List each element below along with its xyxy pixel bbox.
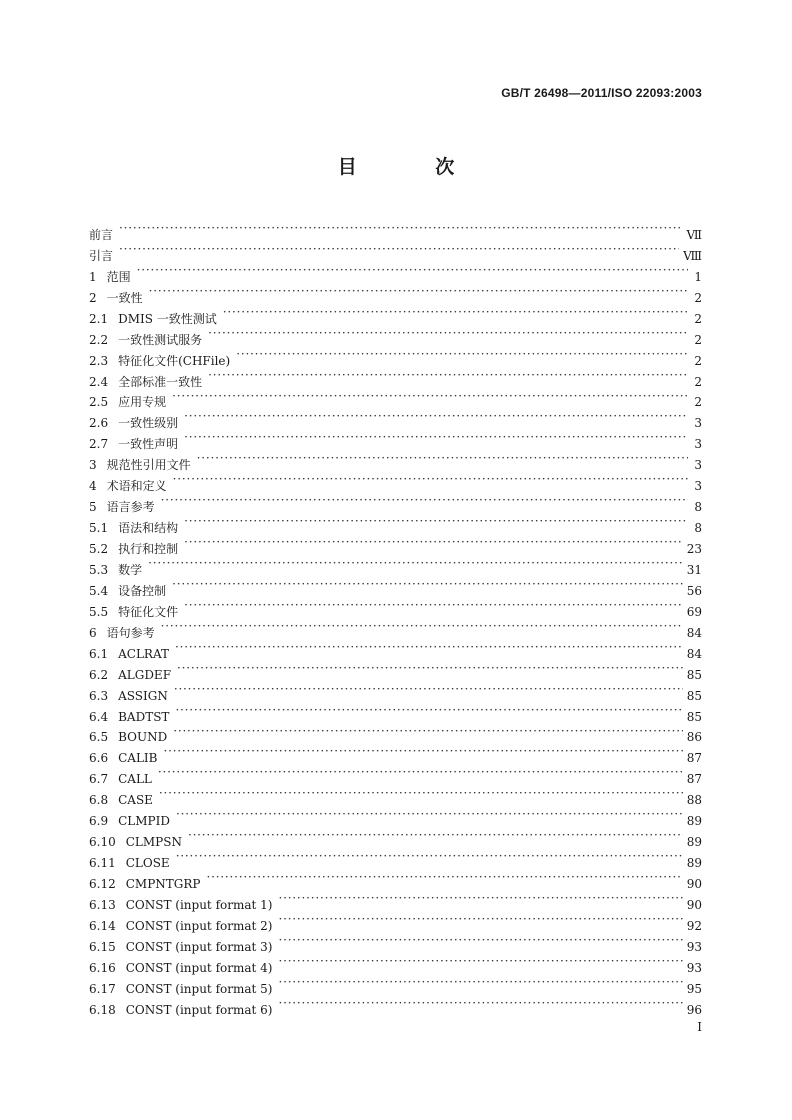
toc-entry-number: 2.1	[89, 311, 109, 326]
toc-entry[interactable]	[89, 260, 702, 284]
toc-dot-leader	[173, 721, 683, 742]
toc-dot-leader	[236, 344, 688, 365]
toc-entry-label: 规范性引用文件	[106, 458, 191, 473]
toc-dot-leader	[159, 783, 683, 804]
toc-entry-number: 6.1	[89, 646, 109, 661]
toc-entry-page: 3	[694, 437, 702, 452]
toc-dot-leader	[278, 888, 682, 909]
toc-entry-page: 90	[686, 897, 702, 912]
toc-entry-page: 96	[686, 1002, 702, 1017]
toc-entry-page: 95	[686, 981, 702, 996]
toc-entry-page: 3	[694, 458, 702, 473]
toc-dot-leader	[184, 595, 683, 616]
table-of-contents	[89, 218, 702, 1017]
toc-entry-number: 6.13	[89, 897, 116, 912]
toc-entry-page: 3	[694, 416, 702, 431]
toc-entry-page: 2	[694, 374, 702, 389]
toc-entry-number: 2	[89, 290, 97, 305]
toc-dot-leader	[223, 302, 688, 323]
toc-entry-number: 2.7	[89, 437, 109, 452]
toc-entry-page: 84	[686, 625, 702, 640]
toc-entry-number: 5.1	[89, 521, 109, 536]
toc-dot-leader	[173, 469, 688, 490]
toc-entry-page: 1	[694, 269, 702, 284]
toc-dot-leader	[163, 741, 682, 762]
toc-entry-page: 93	[686, 960, 702, 975]
toc-entry-label: 前言	[89, 227, 114, 242]
toc-entry-number: 6.12	[89, 877, 116, 891]
toc-entry[interactable]	[89, 721, 702, 745]
toc-dot-leader	[184, 406, 688, 427]
toc-entry-page: 87	[686, 751, 702, 766]
toc-entry-number: 6.16	[89, 960, 116, 975]
toc-entry[interactable]	[89, 574, 702, 598]
toc-entry-number: 6.10	[89, 835, 116, 850]
toc-entry-label: CONST (input format 3)	[125, 939, 273, 954]
toc-entry-label: 一致性测试服务	[118, 332, 203, 347]
toc-dot-leader	[208, 365, 688, 386]
toc-entry-label: ACLRAT	[118, 646, 169, 661]
toc-entry-page: 56	[686, 583, 702, 598]
toc-dot-leader	[278, 993, 682, 1014]
toc-dot-leader	[184, 532, 683, 553]
toc-entry-number: 2.5	[89, 395, 109, 410]
toc-dot-leader	[278, 972, 682, 993]
toc-entry-page: 8	[694, 500, 702, 515]
toc-dot-leader	[172, 574, 683, 595]
toc-dot-leader	[197, 448, 688, 469]
toc-entry-number: 6.4	[89, 709, 109, 724]
toc-entry-label: CLOSE	[125, 856, 170, 871]
toc-dot-leader	[176, 846, 683, 867]
toc-entry[interactable]	[89, 783, 702, 808]
toc-entry-label: 语法和结构	[118, 521, 179, 536]
toc-entry-page: 86	[686, 730, 702, 745]
toc-entry-page: 2	[694, 395, 702, 410]
toc-entry-label: 一致性	[106, 290, 143, 305]
toc-entry-number: 6.6	[89, 751, 109, 766]
toc-entry-label: CMPNTGRP	[125, 877, 201, 891]
toc-entry-page: 90	[686, 877, 702, 891]
toc-entry[interactable]	[89, 406, 702, 431]
toc-dot-leader	[149, 281, 688, 302]
toc-entry-label: 执行和控制	[118, 542, 179, 556]
toc-entry-label: 一致性声明	[118, 437, 179, 452]
toc-entry-number: 5.5	[89, 604, 109, 619]
toc-entry-number: 2.2	[89, 332, 109, 347]
toc-entry-label: CONST (input format 4)	[125, 960, 273, 975]
toc-entry[interactable]	[89, 490, 702, 515]
toc-entry-page: 85	[686, 667, 702, 682]
toc-entry-page: 93	[686, 939, 702, 954]
toc-entry[interactable]	[89, 741, 702, 766]
toc-entry-number: 6.11	[89, 856, 116, 871]
toc-entry-label: CALIB	[118, 751, 158, 766]
toc-entry-page: 2	[694, 353, 702, 368]
toc-entry-label: 设备控制	[118, 583, 167, 598]
toc-dot-leader	[278, 930, 682, 951]
toc-entry-number: 5	[89, 500, 97, 515]
toc-entry-number: 6.17	[89, 981, 116, 996]
toc-entry-number: 3	[89, 458, 97, 473]
toc-dot-leader	[208, 323, 688, 344]
toc-entry[interactable]	[89, 239, 702, 263]
toc-entry-number: 6.7	[89, 772, 109, 787]
toc-entry-label: ASSIGN	[118, 688, 168, 703]
toc-entry[interactable]	[89, 511, 702, 536]
toc-entry[interactable]	[89, 553, 702, 577]
toc-entry-label: 语言参考	[106, 500, 155, 515]
toc-entry-page: 2	[694, 332, 702, 347]
toc-entry-page: 89	[686, 814, 702, 829]
toc-entry[interactable]	[89, 302, 702, 326]
toc-dot-leader	[177, 658, 683, 679]
toc-entry-number: 5.4	[89, 583, 109, 598]
toc-entry-label: CONST (input format 2)	[125, 918, 273, 933]
toc-entry-page: 84	[686, 646, 702, 661]
toc-entry-page: 85	[686, 709, 702, 724]
toc-dot-leader	[161, 616, 683, 637]
toc-entry-page: 2	[694, 290, 702, 305]
toc-entry-number: 6.18	[89, 1002, 116, 1017]
toc-entry-label: ALGDEF	[118, 667, 172, 682]
toc-entry-label: CLMPSN	[125, 835, 182, 850]
toc-entry-label: 数学	[118, 562, 143, 577]
toc-entry-page: Ⅷ	[683, 248, 702, 263]
toc-dot-leader	[148, 553, 683, 574]
toc-dot-leader	[184, 427, 688, 448]
toc-entry-label: 应用专规	[118, 395, 167, 410]
toc-entry[interactable]	[89, 846, 702, 871]
toc-entry-label: BOUND	[118, 730, 168, 745]
toc-entry-number: 2.4	[89, 374, 109, 389]
toc-entry-page: 88	[686, 793, 702, 808]
toc-dot-leader	[206, 867, 682, 888]
toc-entry[interactable]	[89, 867, 702, 891]
toc-dot-leader	[175, 700, 682, 721]
toc-dot-leader	[158, 762, 683, 783]
toc-dot-leader	[161, 490, 688, 511]
toc-entry[interactable]	[89, 281, 702, 305]
toc-entry-page: 31	[686, 562, 702, 577]
toc-entry[interactable]	[89, 762, 702, 787]
toc-entry-number: 5.3	[89, 562, 109, 577]
toc-entry-label: 特征化文件(CHFile)	[118, 353, 231, 368]
toc-entry-number: 4	[89, 479, 97, 494]
toc-entry-number: 6.14	[89, 918, 116, 933]
toc-entry[interactable]	[89, 825, 702, 850]
toc-entry[interactable]	[89, 679, 702, 703]
toc-entry-page: 89	[686, 835, 702, 850]
toc-dot-leader	[119, 239, 679, 260]
toc-dot-leader	[176, 804, 683, 825]
toc-entry-number: 1	[89, 269, 97, 284]
toc-dot-leader	[175, 637, 683, 658]
toc-entry-label: 特征化文件	[118, 604, 179, 619]
toc-entry-label: DMIS 一致性测试	[118, 311, 217, 326]
toc-entry-number: 6.15	[89, 939, 116, 954]
toc-entry-page: 92	[686, 918, 702, 933]
toc-entry-page: Ⅶ	[686, 227, 702, 242]
toc-entry-page: 3	[694, 479, 702, 494]
toc-entry-label: CONST (input format 5)	[125, 981, 273, 996]
page-number-footer: I	[697, 1020, 702, 1034]
toc-entry-page: 85	[686, 688, 702, 703]
toc-entry-label: 全部标准一致性	[118, 374, 203, 389]
toc-entry-label: 术语和定义	[106, 479, 167, 494]
toc-entry[interactable]	[89, 218, 702, 242]
toc-entry-page: 8	[694, 521, 702, 536]
toc-entry-label: BADTST	[118, 709, 170, 724]
toc-entry-label: CALL	[118, 772, 152, 787]
toc-dot-leader	[278, 951, 682, 972]
toc-dot-leader	[278, 909, 682, 930]
toc-dot-leader	[188, 825, 683, 846]
toc-dot-leader	[174, 679, 683, 700]
toc-entry-label: 一致性级别	[118, 416, 179, 431]
toc-entry-number: 5.2	[89, 542, 109, 556]
toc-entry-number: 6.5	[89, 730, 109, 745]
toc-entry[interactable]	[89, 637, 702, 661]
toc-entry-label: CASE	[118, 793, 153, 808]
toc-entry[interactable]	[89, 595, 702, 619]
toc-entry-page: 87	[686, 772, 702, 787]
toc-entry[interactable]	[89, 386, 702, 410]
toc-entry-page: 89	[686, 856, 702, 871]
toc-entry-number: 6	[89, 625, 97, 640]
toc-entry-label: 引言	[89, 248, 114, 263]
toc-entry-page: 23	[686, 542, 702, 556]
toc-entry[interactable]	[89, 804, 702, 829]
toc-dot-leader	[119, 218, 682, 239]
toc-entry-number: 6.9	[89, 814, 109, 829]
toc-entry-number: 6.3	[89, 688, 109, 703]
toc-entry-number: 6.8	[89, 793, 109, 808]
toc-entry[interactable]	[89, 658, 702, 682]
toc-dot-leader	[184, 511, 688, 532]
toc-entry-number: 6.2	[89, 667, 109, 682]
toc-dot-leader	[172, 386, 688, 407]
toc-entry[interactable]	[89, 616, 702, 640]
toc-entry[interactable]	[89, 469, 702, 494]
document-id-header: GB/T 26498—2011/ISO 22093:2003	[501, 86, 702, 100]
toc-entry-page: 2	[694, 311, 702, 326]
toc-entry-page: 69	[686, 604, 702, 619]
toc-entry-label: CLMPID	[118, 814, 170, 829]
toc-entry-number: 2.6	[89, 416, 109, 431]
toc-entry[interactable]	[89, 700, 702, 724]
toc-entry-label: CONST (input format 1)	[125, 897, 273, 912]
toc-entry-label: CONST (input format 6)	[125, 1002, 273, 1017]
page-title: 目 次	[337, 156, 491, 178]
toc-entry-label: 范围	[106, 269, 131, 284]
toc-entry-label: 语句参考	[106, 625, 155, 640]
toc-entry-number: 2.3	[89, 353, 109, 368]
toc-dot-leader	[137, 260, 688, 281]
